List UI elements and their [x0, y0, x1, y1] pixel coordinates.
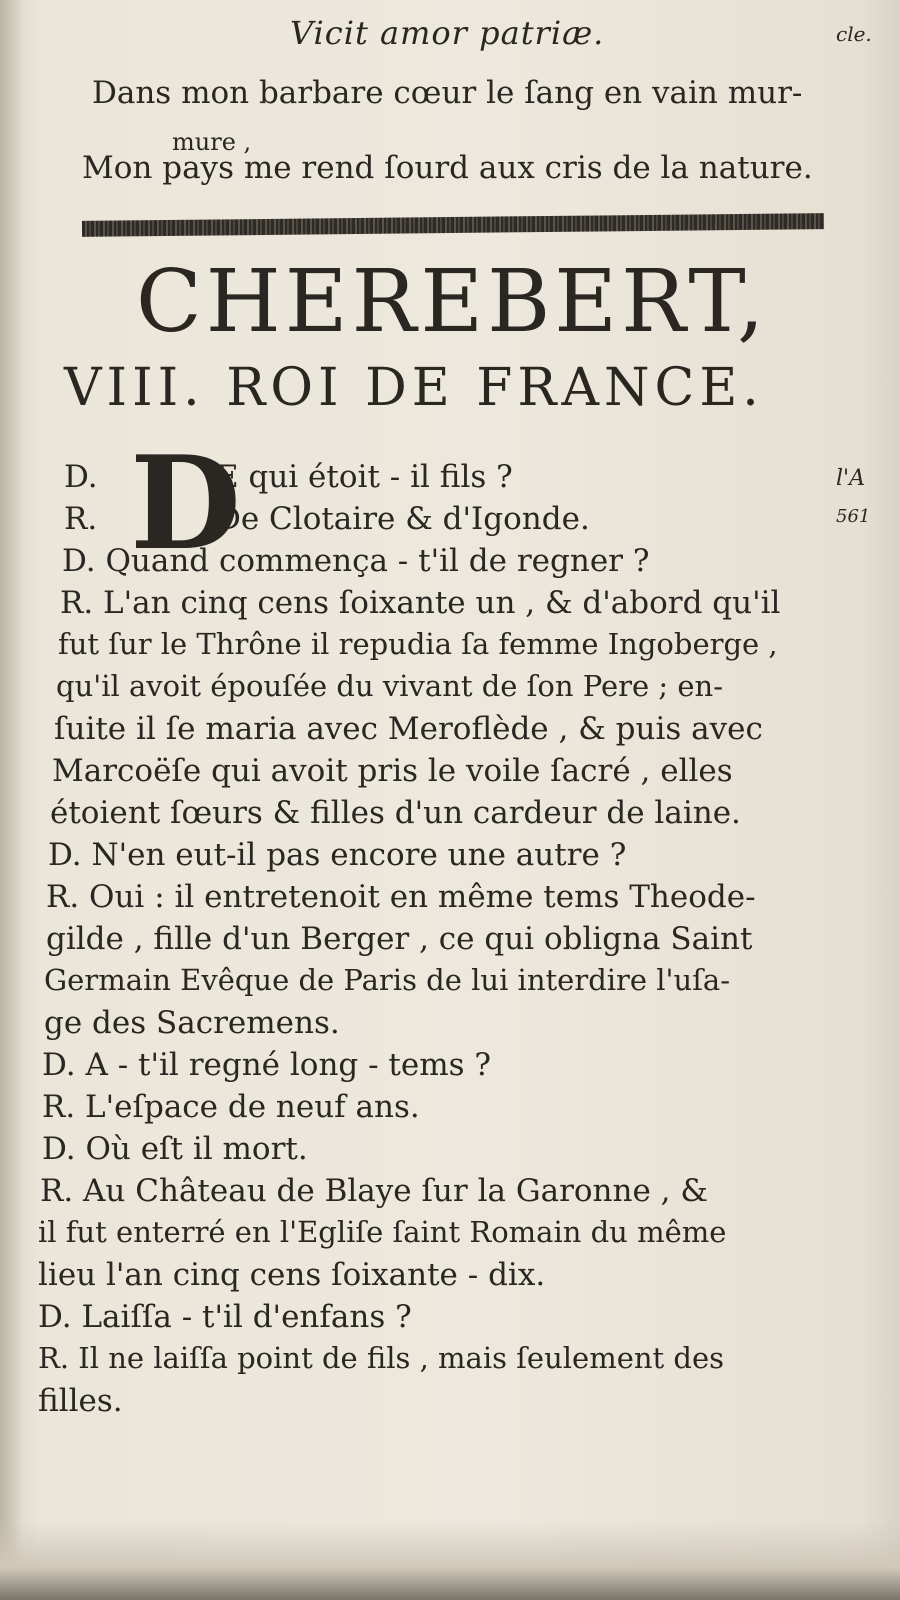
dialogue-line: D. N'en eut-il pas encore une autre ?: [48, 837, 627, 873]
dialogue-line: R. L'an cinq cens ſoixante un , & d'abord qu'il: [60, 585, 781, 621]
dialogue-line: qu'il avoit épouſée du vivant de ſon Pere ; en-: [56, 669, 724, 703]
dialogue-line: R. L'eſpace de neuf ans.: [42, 1089, 420, 1125]
dialogue-line: D. A - t'il regné long - tems ?: [42, 1047, 492, 1083]
dialogue-line: gilde , fille d'un Berger , ce qui obligna Saint: [46, 921, 753, 957]
dialogue-line: Germain Evêque de Paris de lui interdire l'uſa-: [44, 963, 731, 997]
margin-note: 561: [836, 506, 871, 527]
epigraph-line: Mon pays me rend ſourd aux cris de la nature.: [82, 150, 813, 186]
margin-note-top: cle.: [836, 22, 872, 46]
dialogue-line: R. Oui : il entretenoit en même tems Theode-: [46, 879, 756, 915]
chapter-subtitle: VIII. ROI DE FRANCE.: [64, 358, 764, 418]
epigraph-line: Dans mon barbare cœur le ſang en vain mur-: [92, 75, 803, 111]
dialogue-line: D. Quand commença - t'il de regner ?: [62, 543, 650, 579]
dialogue-line: D.: [64, 459, 98, 495]
dialogue-line: D. Laiſſa - t'il d'enfans ?: [38, 1299, 412, 1335]
dialogue-line: lieu l'an cinq cens ſoixante - dix.: [38, 1257, 546, 1293]
dialogue-line: filles.: [38, 1383, 123, 1419]
dialogue-line: R. Au Château de Blaye ſur la Garonne , &: [40, 1173, 708, 1209]
bottom-shadow: [0, 1520, 900, 1600]
dialogue-line: fut ſur le Thrône il repudia ſa femme Ingoberge ,: [58, 627, 778, 661]
running-title: Vicit amor patriæ.: [290, 14, 605, 52]
gutter-shadow: [0, 0, 22, 1600]
dialogue-line: Marcoëſe qui avoit pris le voile ſacré , elles: [52, 753, 733, 789]
dialogue-line: E qui étoit - il fils ?: [216, 459, 513, 495]
dialogue-line: R.: [64, 501, 98, 537]
dialogue-line: De Clotaire & d'Igonde.: [216, 501, 590, 537]
dialogue-line: R. Il ne laiſſa point de fils , mais ſeulement des: [38, 1341, 725, 1375]
dialogue-line: il fut enterré en l'Egliſe ſaint Romain du même: [38, 1215, 727, 1249]
dialogue-line: ge des Sacremens.: [44, 1005, 340, 1041]
dialogue-line: D. Où eſt il mort.: [42, 1131, 308, 1167]
dialogue-line: ſuite il ſe maria avec Meroflède , & puis avec: [54, 711, 763, 747]
margin-note: l'A: [836, 466, 865, 491]
epigraph-line: mure ,: [172, 128, 252, 156]
dialogue-line: étoient ſœurs & filles d'un cardeur de laine.: [50, 795, 741, 831]
ornamental-rule: [82, 213, 824, 237]
drop-cap: D: [130, 429, 241, 579]
chapter-title: CHEREBERT,: [136, 252, 769, 352]
